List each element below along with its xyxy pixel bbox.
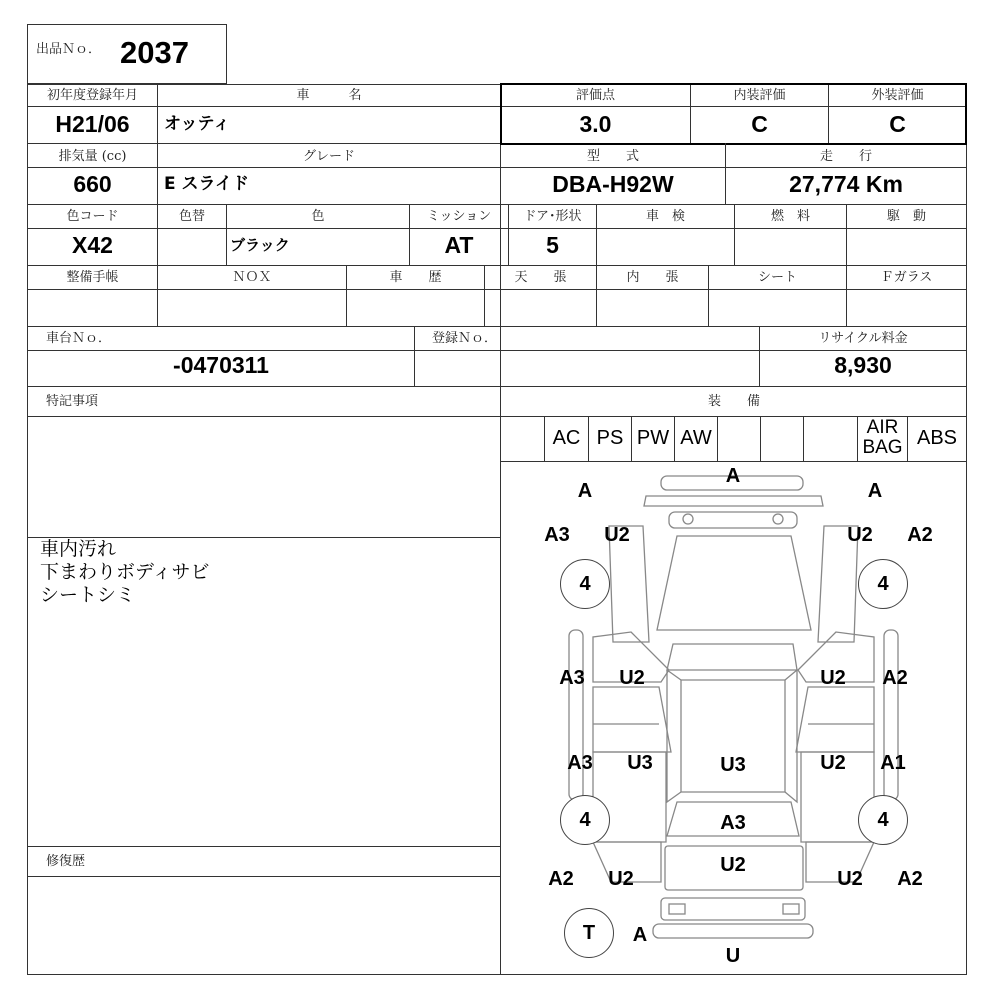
divider [27, 326, 967, 327]
equipment-airbag: AIR BAG [862, 417, 903, 458]
grade-value: E スライド [164, 174, 250, 194]
mark-fl-fender-u: U2 [604, 524, 630, 546]
lot-number-label: 出品Ｎｏ． [36, 42, 102, 57]
score-label: 評価点 [575, 88, 615, 103]
tire-icon: T [564, 908, 614, 958]
divider [27, 876, 500, 877]
chassis-value: -0470311 [173, 352, 269, 378]
mark-front-left: A [577, 480, 593, 502]
note-line: シートシミ [40, 584, 136, 606]
mark-roof: U3 [720, 754, 746, 776]
divider [27, 416, 967, 417]
divider [27, 265, 967, 266]
color-label: 色 [311, 209, 325, 224]
car-name-label: 車 名 [296, 88, 362, 103]
mark-fr-fender-a: A2 [907, 524, 933, 546]
mark-front-center: A [725, 465, 741, 487]
color-change-label: 色替 [178, 209, 205, 224]
mark-rear-bumper-a: A [632, 924, 648, 946]
mission-value: AT [444, 232, 474, 258]
wheel-front-left: 4 [560, 559, 610, 609]
chassis-label: 車台Ｎｏ． [46, 331, 112, 346]
mark-lr-door-a: A3 [567, 752, 593, 774]
mark-fr-fender-u: U2 [847, 524, 873, 546]
mission-label: ミッション [426, 209, 492, 224]
divider [27, 289, 967, 290]
car-name-value: オッティ [164, 114, 231, 134]
nox-label: ＮＯＸ [232, 270, 272, 285]
divider [27, 204, 967, 205]
equipment-abs: ABS [916, 427, 958, 449]
mark-rr-quarter-u: U2 [837, 868, 863, 890]
interior-eval-value: C [751, 111, 768, 137]
note-line: 車内汚れ [40, 538, 117, 560]
equipment-aw: AW [680, 427, 712, 449]
displacement-value: 660 [73, 171, 112, 197]
mark-rr-door-a: A1 [880, 752, 906, 774]
model-value: DBA-H92W [552, 171, 674, 197]
door-value: 5 [546, 232, 559, 258]
divider [27, 846, 500, 847]
equipment-label: 装 備 [707, 394, 760, 409]
wheel-rear-right: 4 [858, 795, 908, 845]
exterior-eval-label: 外装評価 [871, 88, 924, 103]
note-line: 下まわりボディサビ [40, 561, 210, 583]
inspection-label: 車 検 [645, 209, 685, 224]
repair-history-label: 修復歴 [46, 854, 86, 869]
notes-label: 特記事項 [46, 394, 99, 409]
divider [803, 416, 804, 461]
equipment-ps: PS [596, 427, 624, 449]
divider [414, 326, 415, 386]
equipment-pw: PW [636, 427, 670, 449]
history-label: 車 歴 [389, 270, 442, 285]
lot-number-box [27, 24, 227, 84]
model-label: 型 式 [586, 149, 639, 164]
mark-rear-bumper-u: U [725, 945, 741, 967]
recycle-value: 8,930 [834, 352, 892, 378]
mark-lr-quarter-u: U2 [608, 868, 634, 890]
mark-rf-door-a: A2 [882, 667, 908, 689]
equipment-ac: AC [552, 427, 581, 449]
drive-label: 駆 動 [886, 209, 926, 224]
first-reg-label: 初年度登録年月 [46, 88, 138, 103]
mark-lf-door-a: A3 [559, 667, 585, 689]
headliner-label: 天 張 [514, 270, 567, 285]
color-code-value: X42 [72, 232, 113, 258]
interior-eval-label: 内装評価 [733, 88, 786, 103]
exterior-eval-value: C [889, 111, 906, 137]
divider [27, 386, 967, 387]
divider [27, 228, 967, 229]
mark-rear-window: A3 [720, 812, 746, 834]
first-reg-value: H21/06 [55, 111, 130, 137]
recycle-label: リサイクル料金 [818, 331, 908, 346]
mileage-value: 27,774 Km [789, 171, 903, 197]
door-label: ドア･形状 [523, 209, 582, 224]
divider [27, 167, 967, 168]
mark-lr-quarter-a: A2 [548, 868, 574, 890]
mark-fl-fender-a: A3 [544, 524, 570, 546]
fuel-label: 燃 料 [770, 209, 810, 224]
mark-rf-door-u: U2 [820, 667, 846, 689]
wheel-rear-left: 4 [560, 795, 610, 845]
divider [717, 416, 718, 461]
mark-lf-door-u: U2 [619, 667, 645, 689]
fglass-label: Ｆガラス [880, 270, 933, 285]
lot-number-value: 2037 [120, 35, 189, 70]
displacement-label: 排気量 (cc) [58, 149, 127, 164]
mark-trunk: U2 [720, 854, 746, 876]
mark-front-right: A [867, 480, 883, 502]
seat-label: シート [757, 270, 797, 285]
score-value: 3.0 [579, 111, 612, 137]
mileage-label: 走 行 [819, 149, 872, 164]
mark-lr-door-u: U3 [627, 752, 653, 774]
mark-rr-door-u: U2 [820, 752, 846, 774]
grade-label: グレード [302, 149, 355, 164]
color-code-label: 色コード [66, 209, 119, 224]
wheel-front-right: 4 [858, 559, 908, 609]
divider [760, 416, 761, 461]
registration-label: 登録Ｎｏ． [432, 331, 498, 346]
mark-rr-quarter-a: A2 [897, 868, 923, 890]
color-value: ブラック [230, 236, 290, 254]
maintenance-label: 整備手帳 [66, 270, 119, 285]
interior-trim-label: 内 張 [626, 270, 679, 285]
